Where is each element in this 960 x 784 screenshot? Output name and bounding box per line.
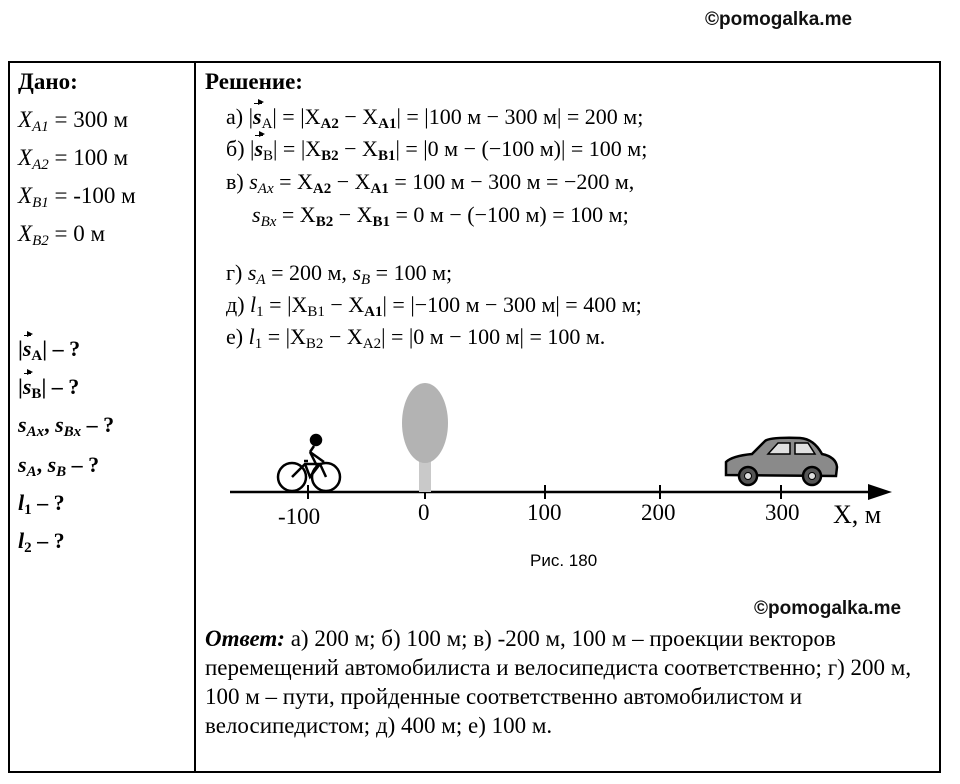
solution-line-e: е) $l_1 = |X_{B2} - X_{A2}| = |0$ м − 100 м| = 100 м. [226,324,606,352]
answer-block [205,624,925,740]
axis-label: X, м [833,500,882,529]
tick-label-100: 100 [527,500,562,525]
question-sax-sbx: $s_{Ax}$, $s_{Bx}$ – ? [18,412,115,440]
question-l1: $l_1$ – ? [18,490,65,518]
given-title: Дано: [18,69,78,94]
car-icon [726,438,837,485]
question-sa-sb: $s_A$, $s_B$ – ? [18,452,100,480]
solution-line-v2: $s_{Bx} = X_{B2} - X_{B1} = 0$ м − (−100 м) = 100 м; [252,202,629,230]
answer-label: Ответ: [205,626,285,651]
question-l2: $l_2$ – ? [18,528,65,556]
solution-line-g: г) $s_A = 200$ м, $s_B = 100$ м; [226,260,453,288]
question-sa-abs: $|s_A|$ – ? [18,336,81,364]
solution-title: Решение: [205,69,303,94]
given-xa1: $X_{A1} = 300$ м [18,107,129,135]
bicycle-icon [278,435,340,491]
tick-label-minus100: -100 [278,504,321,529]
solution-line-a: а) $|s_A| = |X_{A2} - X_{A1}| = |100$ м − 300 м| = 200 м; [226,104,644,132]
x-axis-arrow [868,484,892,500]
watermark-top: ©pomogalka.me [705,9,853,30]
figure-caption: Рис. 180 [530,551,598,570]
watermark-middle: ©pomogalka.me [754,598,902,619]
solution-line-b: б) $|s_B| = |X_{B2} - X_{B1}| = |0$ м − (−100 м)| = 100 м; [226,136,648,164]
tree-icon [402,383,448,492]
solution-line-d: д) $l_1 = |X_{B1} - X_{A1}| = |-100$ м − 300 м| = 400 м; [226,292,642,320]
solution-line-v1: в) $s_{Ax} = X_{A2} - X_{A1} = 100$ м − 300 м = −200 м, [226,169,635,197]
given-xb2: $X_{B2} = 0$ м [18,221,106,249]
answer-text: а) 200 м; б) 100 м; в) -200 м, 100 м – проекции векторов перемещений автомобилиста и велосипедиста соответственно; г) 200 м, 100 м – пути, пройденные соответственно автомобилистом и велосипедистом; д) 400 м; е) 100 м. [205,626,912,738]
tick-label-0: 0 [418,500,430,525]
given-xa2: $X_{A2} = 100$ м [18,145,129,173]
tick-label-300: 300 [765,500,800,525]
question-sb-abs: $|s_B|$ – ? [18,374,80,402]
given-xb1: $X_{B1} = -100$ м [18,183,136,211]
tick-label-200: 200 [641,500,676,525]
